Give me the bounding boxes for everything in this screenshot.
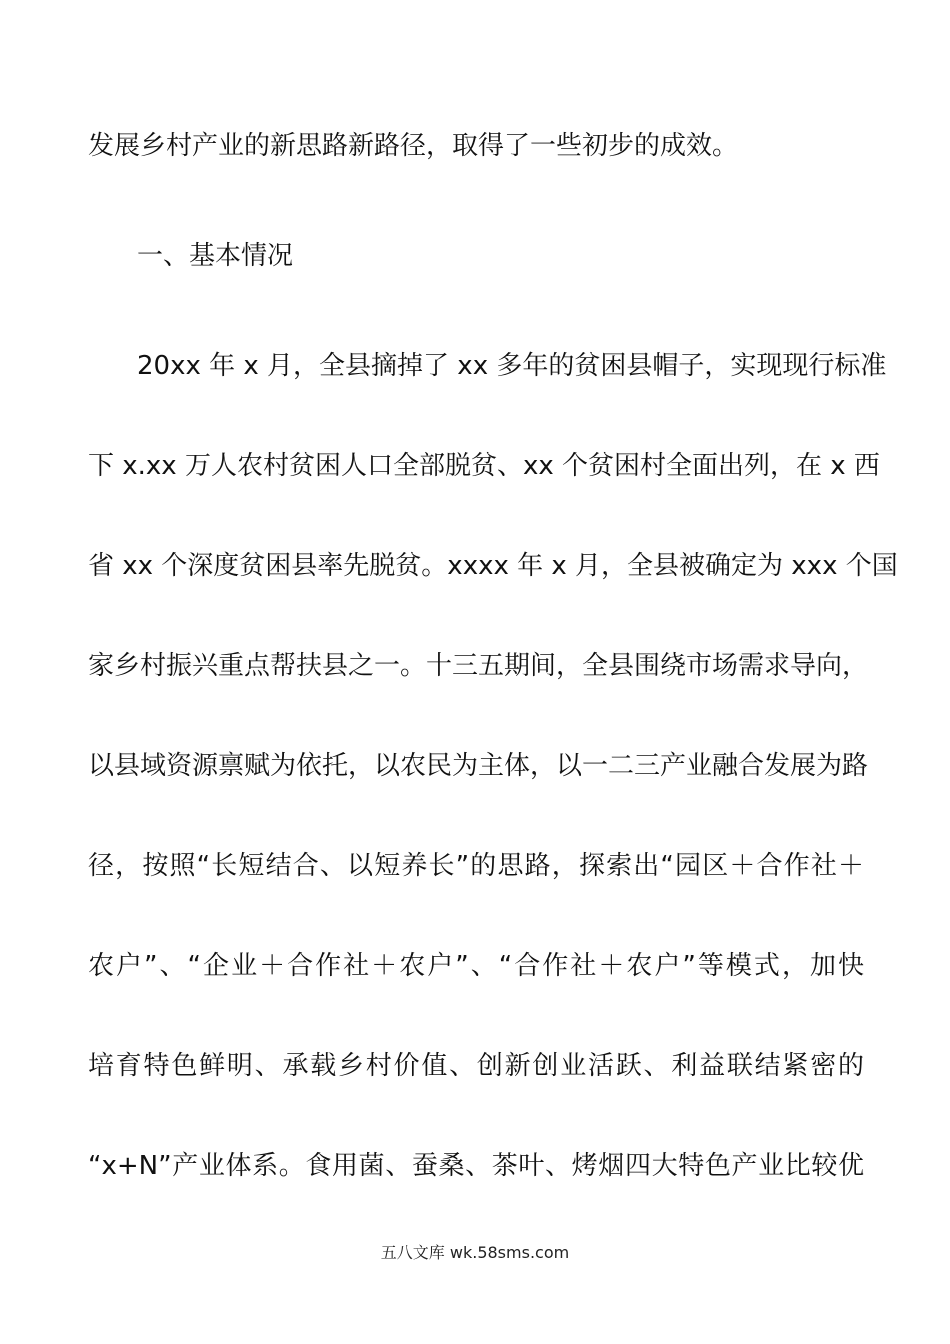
paragraph-line: 下 x.xx 万人农村贫困人口全部脱贫、xx 个贫困村全面出列，在 x 西 xyxy=(88,451,880,481)
paragraph-line: 20xx 年 x 月，全县摘掉了 xx 多年的贫困县帽子，实现现行标准 xyxy=(137,351,887,381)
paragraph-line: 发展乡村产业的新思路新路径，取得了一些初步的成效。 xyxy=(88,131,739,161)
paragraph-line: 省 xx 个深度贫困县率先脱贫。xxxx 年 x 月，全县被确定为 xxx 个国 xyxy=(88,551,898,581)
paragraph-line: “x+N”产业体系。食用菌、蚕桑、茶叶、烤烟四大特色产业比较优 xyxy=(88,1151,864,1181)
footer-watermark: 五八文库 wk.58sms.com xyxy=(380,1243,570,1262)
section-heading: 一、基本情况 xyxy=(137,241,294,271)
paragraph-line: 径，按照“长短结合、以短养长”的思路，探索出“园区＋合作社＋ xyxy=(88,851,864,881)
paragraph-line: 家乡村振兴重点帮扶县之一。十三五期间，全县围绕市场需求导向， xyxy=(88,651,869,681)
paragraph-line: 农户”、“企业＋合作社＋农户”、“合作社＋农户”等模式，加快 xyxy=(88,951,864,981)
paragraph-line: 以县域资源禀赋为依托，以农民为主体，以一二三产业融合发展为路 xyxy=(88,751,869,781)
paragraph-line: 培育特色鲜明、承载乡村价值、创新创业活跃、利益联结紧密的 xyxy=(88,1051,864,1081)
